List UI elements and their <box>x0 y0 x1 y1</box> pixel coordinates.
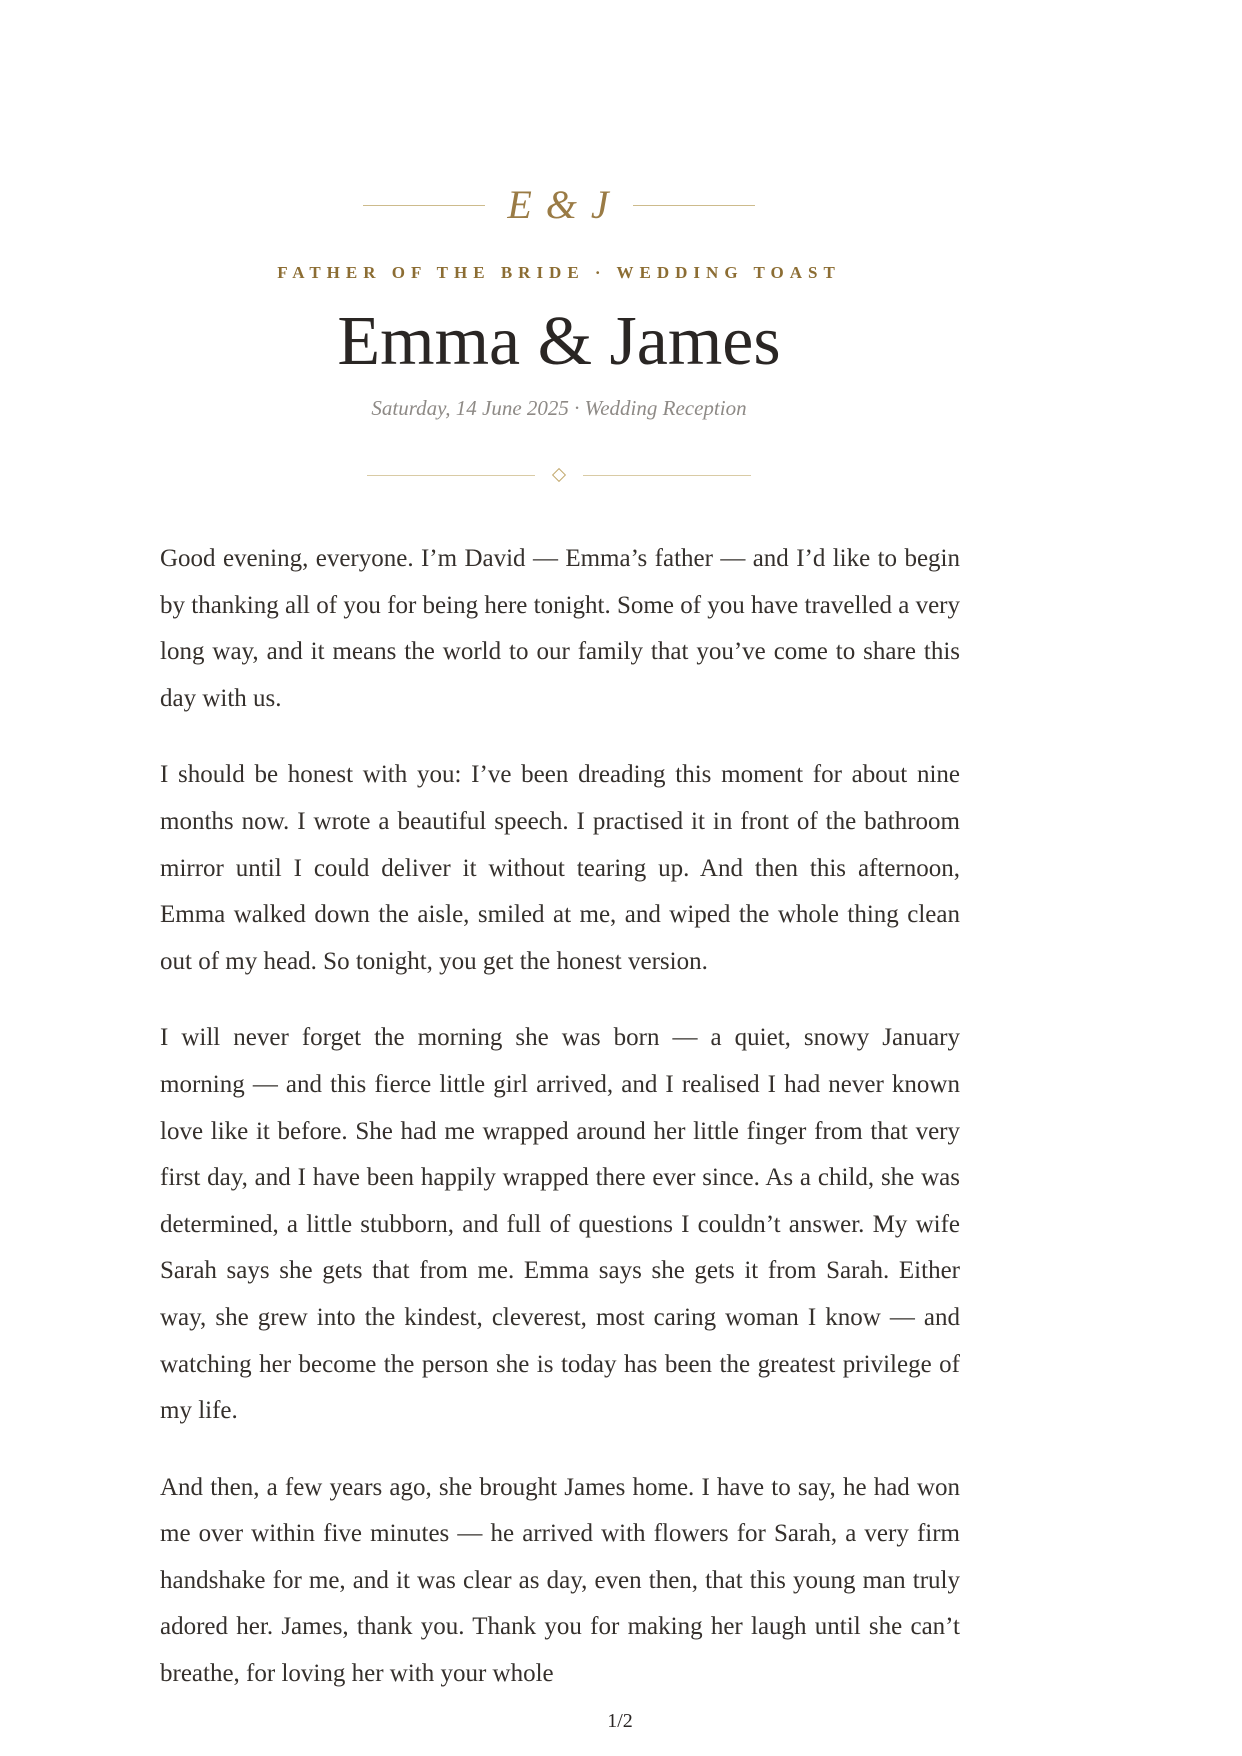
speech-paragraph: And then, a few years ago, she brought James home. I have to say, he had won me over within five minutes — he arrived with flowers for Sarah, a very firm handshake for me, and it was clear as day, even then, that this young man truly adored her. James, thank you. Thank you for making her laugh until she can’t breathe, for loving her with your whole <box>160 1473 960 1688</box>
monogram-header <box>0 182 1118 228</box>
divider-left-rule <box>367 475 535 476</box>
monogram: E & J <box>507 182 611 227</box>
monogram-right-rule <box>633 205 755 206</box>
diamond-ornament-icon <box>552 468 566 482</box>
speech-paragraph: I will never forget the morning she was born — a quiet, snowy January morning — and this fierce little girl arrived, and I realised I had never known love like it before. She had me wrapped around her little finger from that very first day, and I have been happily wrapped there ever since. As a child, she was determined, a little stubborn, and full of questions I couldn’t answer. My wife Sarah says she gets that from me. Emma says she gets it from Sarah. Either way, she grew into the kindest, cleverest, most caring woman I know — and watching her become the person she is today has been the greatest privilege of my life. <box>160 1024 960 1425</box>
divider-right-rule <box>583 475 751 476</box>
ornamental-divider <box>0 470 1118 480</box>
speech-paragraph: I should be honest with you: I’ve been dreading this moment for about nine months now. I wrote a beautiful speech. I practised it in front of the bathroom mirror until I could deliver it without tearing up. And then this afternoon, Emma walked down the aisle, smiled at me, and wiped the whole thing clean out of my head. So tonight, you get the honest version. <box>160 761 960 975</box>
monogram-left-rule <box>363 205 485 206</box>
page-title: Emma & James <box>337 303 781 380</box>
page-number: 1/2 <box>607 1710 633 1732</box>
speech-body <box>160 536 960 1728</box>
event-subtitle: Saturday, 14 June 2025 · Wedding Reception <box>371 396 747 420</box>
speech-paragraph: Good evening, everyone. I’m David — Emma’s father — and I’d like to begin by thanking all of you for being here tonight. Some of you have travelled a very long way, and it means the world to our family that you’ve come to share this day with us. <box>160 545 960 712</box>
toast-kicker: FATHER OF THE BRIDE · WEDDING TOAST <box>277 263 841 282</box>
